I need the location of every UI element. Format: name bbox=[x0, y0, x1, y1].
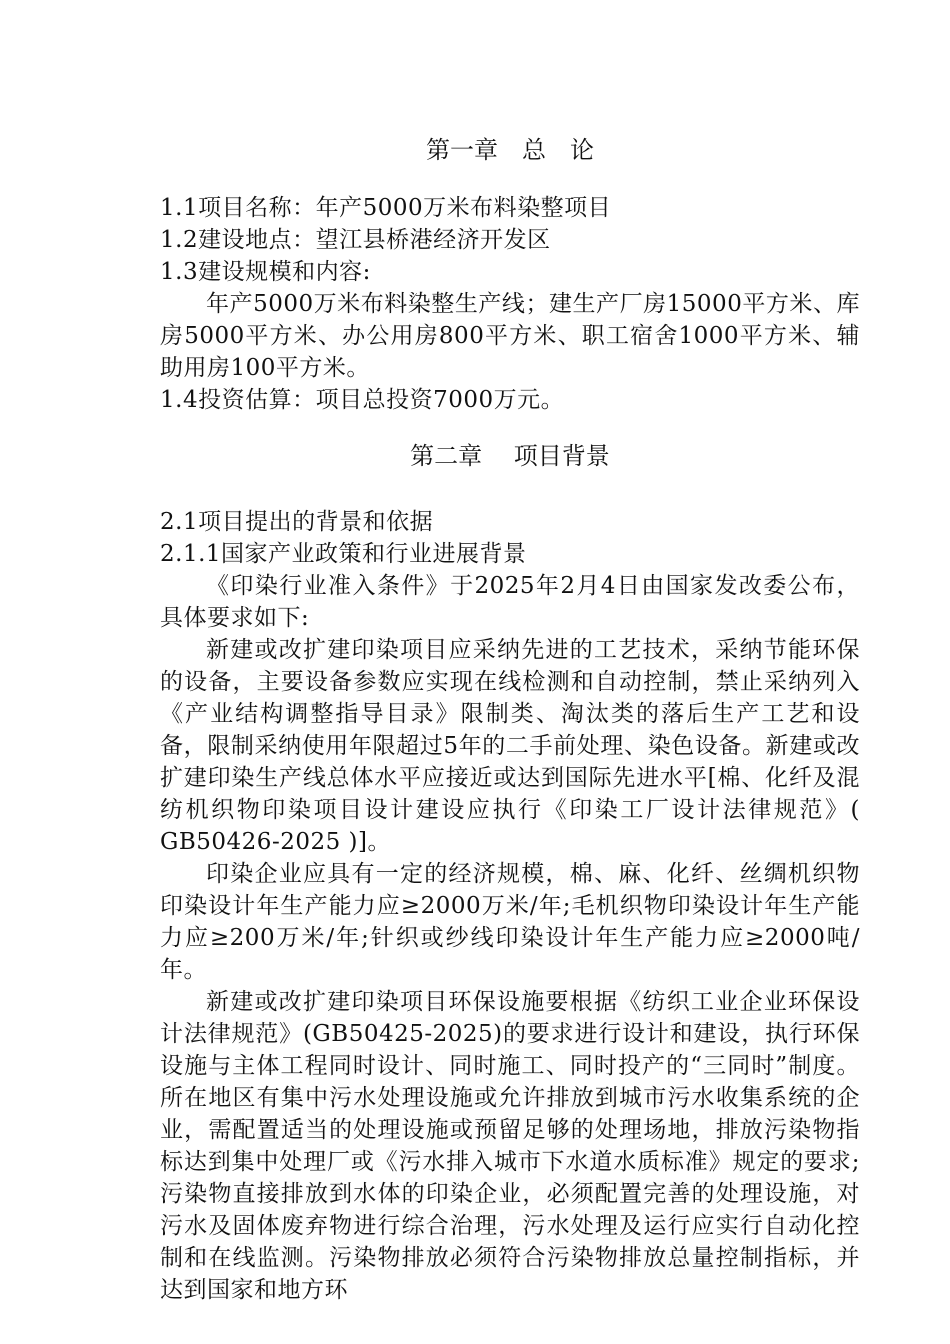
process-technology-paragraph: 新建或改扩建印染项目应采纳先进的工艺技术，采纳节能环保的设备，主要设备参数应实现在线检测和自动控制，禁止采纳列入《产业结构调整指导目录》限制类、淘汰类的落后生产工艺和设备，限制采纳使用年限超过5年的二手前处理、染色设备。新建或改扩建印染生产线总体水平应接近或达到国际先进水平[棉、化纤及混纺机织物印染项目设计建设应执行《印染工厂设计法律规范》( GB50426-2025 )]。 bbox=[160, 637, 860, 855]
section-2-1-1-heading: 2.1.1国家产业政策和行业进展背景 bbox=[160, 541, 527, 567]
section-2-1-heading: 2.1项目提出的背景和依据 bbox=[160, 509, 434, 535]
admission-conditions-paragraph: 《印染行业准入条件》于2025年2月4日由国家发改委公布，具体要求如下: bbox=[160, 573, 860, 631]
chapter-2-body bbox=[160, 506, 860, 1306]
project-name-item: 1.1项目名称：年产5000万米布料染整项目 bbox=[160, 195, 612, 221]
environmental-protection-paragraph: 新建或改扩建印染项目环保设施要根据《纺织工业企业环保设计法律规范》(GB50425-2025)的要求进行设计和建设，执行环保设施与主体工程同时设计、同时施工、同时投产的“三同时”制度。所在地区有集中污水处理设施或允许排放到城市污水收集系统的企业，需配置适当的处理设施或预留足够的处理场地，排放污染物指标达到集中处理厂或《污水排入城市下水道水质标准》规定的要求;污染物直接排放到水体的印染企业，必须配置完善的处理设施，对污水及固体废弃物进行综合治理，污水处理及运行应实行自动化控制和在线监测。污染物排放必须符合污染物排放总量控制指标，并达到国家和地方环 bbox=[160, 989, 860, 1303]
construction-site-item: 1.2建设地点：望江县桥港经济开发区 bbox=[160, 227, 551, 253]
document-page bbox=[160, 130, 860, 1306]
construction-scale-heading: 1.3建设规模和内容: bbox=[160, 259, 371, 285]
investment-estimate-item: 1.4投资估算：项目总投资7000万元。 bbox=[160, 387, 565, 413]
chapter-1-body bbox=[160, 192, 860, 416]
economic-scale-paragraph: 印染企业应具有一定的经济规模，棉、麻、化纤、丝绸机织物印染设计年生产能力应≥2000万米/年;毛机织物印染设计年生产能力应≥200万米/年;针织或纱线印染设计年生产能力应≥2000吨/年。 bbox=[160, 861, 860, 983]
chapter-1-title: 第一章 总 论 bbox=[426, 136, 594, 164]
chapter-2-title: 第二章 项目背景 bbox=[410, 442, 610, 470]
construction-scale-paragraph: 年产5000万米布料染整生产线；建生产厂房15000平方米、库房5000平方米、办公用房800平方米、职工宿舍1000平方米、辅助用房100平方米。 bbox=[160, 291, 860, 381]
